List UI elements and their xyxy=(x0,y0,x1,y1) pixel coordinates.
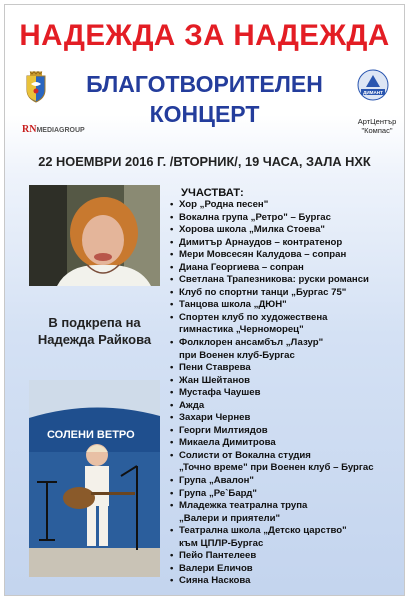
svg-text:СОЛЕНИ ВЕТРО: СОЛЕНИ ВЕТРО xyxy=(47,429,135,441)
performer-name-continued: гимнастика „Черноморец" xyxy=(179,324,304,336)
performer-item xyxy=(170,237,405,250)
rn-mediagroup-logo: RNMEDIAGROUP xyxy=(22,124,85,135)
performer-item xyxy=(170,475,405,488)
portrait-photo xyxy=(29,185,160,286)
subtitle-line-2: КОНЦЕРТ xyxy=(149,101,260,127)
performer-name: • Вокална група „Ретро" – Бургас xyxy=(179,211,331,223)
performer-item xyxy=(170,412,405,425)
performer-item xyxy=(170,287,405,300)
performer-name: • Група „Ре`Бард" xyxy=(179,487,257,499)
performer-name: • Фолклорен ансамбъл „Лазур" xyxy=(179,337,324,349)
performer-name: • Клуб по спортни танци „Бургас 75" xyxy=(179,286,347,298)
performer-item xyxy=(170,362,405,375)
performer-name: • Георги Милтиядов xyxy=(179,424,268,436)
performer-item xyxy=(170,525,405,550)
performer-name: • Сияна Наскова xyxy=(179,575,251,587)
performers-header: УЧАСТВАТ: xyxy=(181,187,244,199)
performers-list xyxy=(170,199,405,588)
performer-item xyxy=(170,575,405,588)
performer-name-continued: „Валери и приятели" xyxy=(179,512,281,524)
performer-item xyxy=(170,400,405,413)
performer-name: • Захари Чернев xyxy=(179,412,251,424)
performer-item xyxy=(170,224,405,237)
performer-name: • Димитър Арнаудов – контратенор xyxy=(179,236,343,248)
performer-item xyxy=(170,274,405,287)
performer-name-continued: при Военен клуб-Бургас xyxy=(179,349,295,361)
performer-item xyxy=(170,262,405,275)
subtitle-line-1: БЛАГОТВОРИТЕЛЕН xyxy=(86,71,323,97)
performer-name: • Хорова школа „Милка Стоева" xyxy=(179,224,325,236)
performer-item xyxy=(170,500,405,525)
performer-name: • Солисти от Вокална студия xyxy=(179,449,311,461)
performer-name: • Пейо Пантелеев xyxy=(179,550,257,562)
performer-name-continued: „Точно време" при Военен клуб – Бургас xyxy=(179,462,374,474)
support-caption: В подкрепа на Надежда Райкова xyxy=(37,315,152,347)
performer-name: • Младежка театрална трупа xyxy=(179,500,308,512)
performer-item xyxy=(170,450,405,475)
performer-item xyxy=(170,488,405,501)
performer-name: • Диана Георгиева – сопран xyxy=(179,261,304,273)
event-date-line: 22 НОЕМВРИ 2016 Г. /ВТОРНИК/, 19 ЧАСА, ЗАЛА НХК xyxy=(38,154,371,169)
art-center-kompas-label: АртЦентър "Компас" xyxy=(357,117,397,135)
performer-item xyxy=(170,563,405,576)
performer-name-continued: към ЦПЛР-Бургас xyxy=(179,537,264,549)
performer-name: • Спортен клуб по художествена xyxy=(179,311,328,323)
performer-item xyxy=(170,212,405,225)
performer-name: • Група „Авалон" xyxy=(179,475,254,487)
performer-item xyxy=(170,299,405,312)
performer-item xyxy=(170,387,405,400)
performer-name: • Танцова школа „ДЮН" xyxy=(179,299,287,311)
performer-name: • Светлана Трапезникова: руски романси xyxy=(179,274,369,286)
performer-item xyxy=(170,425,405,438)
performer-name: • Пени Ставрева xyxy=(179,362,251,374)
dimant-logo-icon xyxy=(357,69,389,101)
svg-text:ДИМАНТ: ДИМАНТ xyxy=(363,90,383,95)
performer-name: • Мустафа Чаушев xyxy=(179,387,261,399)
performer-item xyxy=(170,437,405,450)
performer-name: • Ажда xyxy=(179,399,205,411)
performer-name: • Мери Мовсесян Калудова – сопран xyxy=(179,249,347,261)
performer-item xyxy=(170,337,405,362)
poster xyxy=(4,4,405,596)
performer-name: • Театрална школа „Детско царство" xyxy=(179,525,347,537)
performer-name: • Жан Шейтанов xyxy=(179,374,251,386)
guitarist-photo xyxy=(29,380,160,577)
performer-name: • Хор „Родна песен" xyxy=(179,199,269,210)
performer-name: • Микаела Димитрова xyxy=(179,437,276,449)
performer-name: • Валери Еличов xyxy=(179,562,253,574)
poster-title: НАДЕЖДА ЗА НАДЕЖДА xyxy=(19,19,390,52)
performer-item xyxy=(170,375,405,388)
performer-item xyxy=(170,312,405,337)
performer-item xyxy=(170,550,405,563)
performer-item xyxy=(170,249,405,262)
performer-item xyxy=(170,199,405,212)
